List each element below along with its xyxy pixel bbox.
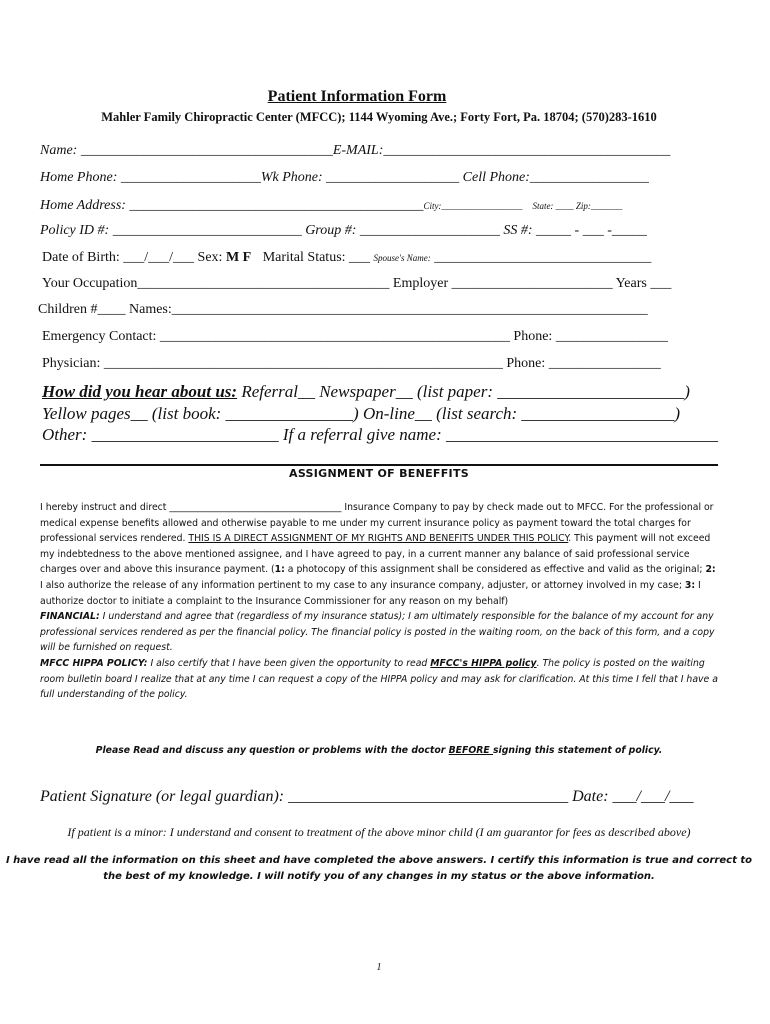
section-divider xyxy=(40,464,718,466)
referral-options[interactable]: Referral__ Newspaper__ (list paper: ______________________) xyxy=(237,382,690,401)
page-title: Patient Information Form xyxy=(267,88,447,105)
home-address-field[interactable]: Home Address: __________________________________________ xyxy=(40,198,424,213)
notice-before: BEFORE xyxy=(448,745,493,756)
hippa-text-b: . The policy is posted on the waiting room bulletin board I realize that at any time I can request a copy of the HIPPA policy and may ask for clarification. At this time I fell that I have a full understanding of the policy. xyxy=(40,657,718,701)
clause-2-label: 2: xyxy=(705,564,716,576)
address-row[interactable] xyxy=(40,196,622,214)
assignment-body xyxy=(40,500,720,703)
referral-line-3[interactable]: Other: ______________________ If a referral give name: ________________________________ xyxy=(42,425,719,444)
signature-row[interactable]: Patient Signature (or legal guardian): ___________________________________ Date: ___/___/___ xyxy=(40,788,694,805)
marital-status-field[interactable]: Marital Status: ___ xyxy=(262,250,371,265)
name-email-row[interactable]: Name: ____________________________________E-MAIL:_________________________________________ xyxy=(40,143,671,158)
assignment-text-d: I also authorize the release of any information pertinent to my case to any insurance company, adjuster, or attorney involved in my case; xyxy=(40,579,685,591)
referral-line-1[interactable] xyxy=(42,382,690,402)
assignment-paragraph xyxy=(40,500,720,609)
phone-row[interactable]: Home Phone: ____________________Wk Phone: ___________________ Cell Phone:_________________ xyxy=(40,170,649,185)
sex-options[interactable]: M F xyxy=(225,250,252,265)
dob-row[interactable] xyxy=(42,250,651,266)
assignment-text-c: a photocopy of this assignment shall be considered as effective and valid as the original; xyxy=(284,564,706,576)
clinic-address: Mahler Family Chiropractic Center (MFCC); 1144 Wyoming Ave.; Forty Fort, Pa. 18704; (570)283-1610 xyxy=(101,110,657,124)
state-zip-field[interactable]: State: ____ Zip:_______ xyxy=(532,201,623,211)
discussion-notice xyxy=(0,745,758,756)
hippa-text-a: I also certify that I have been given the opportunity to read xyxy=(147,657,431,669)
notice-text-a: Please Read and discuss any question or problems with the doctor xyxy=(95,745,449,756)
policy-row[interactable]: Policy ID #: ___________________________ Group #: ____________________ SS #: _____ - ___ -_____ xyxy=(40,223,647,238)
clause-1-label: 1: xyxy=(274,564,285,576)
minor-consent-note: If patient is a minor: I understand and consent to treatment of the above minor child (I am guarantor for fees as described above) xyxy=(67,825,691,839)
assignment-text-a: I hereby instruct and direct _____________________________________ Insurance Company to pay by check made out to MFCC. For the professional or medical expense benefits allowed and otherwise payable to me under my current insurance policy as payment toward the total charges for professional services rendered. xyxy=(40,502,714,545)
spouse-name-field[interactable]: _______________________________ xyxy=(434,250,652,265)
physician-row[interactable]: Physician: _________________________________________________________ Phone: ________________ xyxy=(42,356,661,371)
financial-text: I understand and agree that (regardless of my insurance status); I am ultimately responsible for the balance of my account for any professional services rendered as per the financial policy. The financial policy is posted in the waiting room, on the back of this form, and a copy will be furnished on request. xyxy=(40,611,715,654)
clause-3-label: 3: xyxy=(684,579,696,591)
hippa-paragraph xyxy=(40,656,720,703)
children-row[interactable]: Children #____ Names:____________________________________________________________________ xyxy=(38,302,648,317)
financial-paragraph xyxy=(40,609,720,656)
assignment-text-b: . This payment will not exceed my indebtedness to the above mentioned assignee, and I have agreed to pay, in a current manner any balance of said professional service charges over and above this insurance payment. ( xyxy=(40,533,711,576)
page-number: 1 xyxy=(376,962,382,973)
certification-statement: I have read all the information on this sheet and have completed the above answers. I certify this information is true and correct to the best of my knowledge. I will notify you of any changes in my status or the above information. xyxy=(5,855,752,882)
city-field[interactable]: City:__________________ xyxy=(423,201,523,211)
assignment-text-e: I authorize doctor to initiate a complaint to the Insurance Commissioner for any reason on my behalf) xyxy=(40,579,701,607)
financial-label: FINANCIAL: xyxy=(40,611,100,623)
assignment-underlined: THIS IS A DIRECT ASSIGNMENT OF MY RIGHTS AND BENEFITS UNDER THIS POLICY xyxy=(188,533,569,545)
spouse-name-label: Spouse's Name: xyxy=(373,253,431,263)
occupation-row[interactable]: Your Occupation____________________________________ Employer _______________________ Years ___ xyxy=(42,276,672,291)
emergency-contact-row[interactable]: Emergency Contact: __________________________________________________ Phone: ________________ xyxy=(42,329,668,344)
referral-heading: How did you hear about us: xyxy=(42,382,238,401)
hippa-policy-reference: MFCC's HIPPA policy xyxy=(430,657,537,669)
hippa-label: MFCC HIPPA POLICY: xyxy=(40,657,148,669)
dob-field[interactable]: Date of Birth: ___/___/___ Sex: xyxy=(42,250,223,265)
notice-text-b: signing this statement of policy. xyxy=(493,745,663,756)
assignment-title: ASSIGNMENT OF BENEFFITS xyxy=(289,467,469,480)
referral-line-2[interactable]: Yellow pages__ (list book: _______________) On-line__ (list search: __________________) xyxy=(42,404,681,423)
